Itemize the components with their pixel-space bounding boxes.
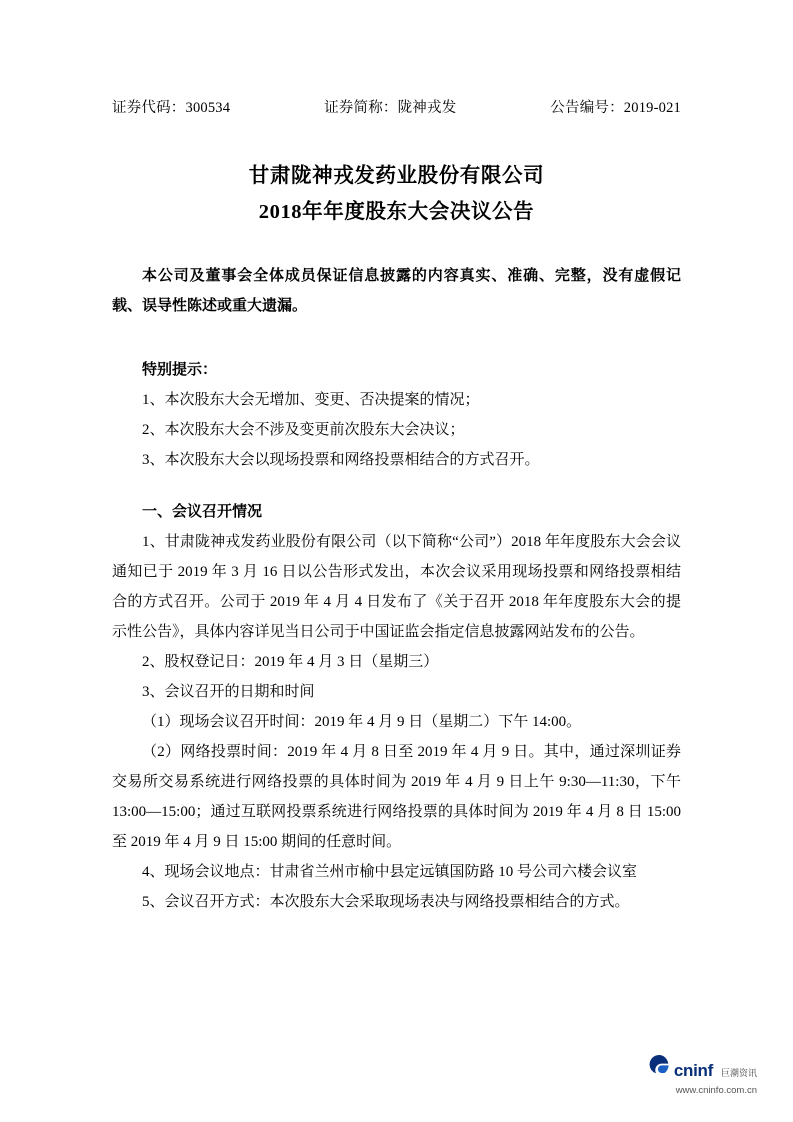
footer-text-block [648,1054,757,1096]
footer-brand-name: cninf [673,1061,713,1081]
security-code: 证券代码：300534 [112,100,231,116]
special-notice-item-1: 1、本次股东大会无增加、变更、否决提案的情况； [142,391,480,408]
disclosure-statement-text: 本公司及董事会全体成员保证信息披露的内容真实、准确、完整，没有虚假记载、误导性陈述或重大遗漏。 [112,267,681,314]
section-one-paragraph-7: 5、会议召开方式：本次股东大会采取现场表决与网络投票相结合的方式。 [142,893,630,910]
section-one-paragraph-3: 3、会议召开的日期和时间 [142,683,315,700]
cninfo-logo-icon [648,1054,670,1076]
spacer-2 [112,475,681,497]
footer-brand-row [648,1054,757,1081]
section-one-paragraph-5: （2）网络投票时间：2019 年 4 月 8 日至 2019 年 4 月 9 日。其中，通过深圳证券交易所交易系统进行网络投票的具体时间为 2019 年 4 月 9 日上午 9:30—11:30，下午 13:00—15:00；通过互联网投票系统进行网络投票的具体时间为 2019 年 4 月 8 日 15:00 至 2019 年 4 月 9 日 15:00 期间的任意时间。 [112,743,681,850]
footer-watermark [648,1054,757,1096]
special-notice-item-2: 2、本次股东大会不涉及变更前次股东大会决议； [142,421,465,438]
security-name: 证券简称：陇神戎发 [324,100,457,116]
special-notice-item-3: 3、本次股东大会以现场投票和网络投票相结合的方式召开。 [142,451,540,468]
footer-brand-cn: 巨潮资讯 [720,1068,757,1079]
special-notice-heading: 特别提示： [142,361,218,378]
section-one-paragraph-1: 1、甘肃陇神戎发药业股份有限公司（以下简称“公司”）2018 年年度股东大会会议通知已于 2019 年 3 月 16 日以公告形式发出，本次会议采用现场投票和网络投票相结合的方式召开。公司于 2019 年 4 月 4 日发布了《关于召开 2018 年年度股东大会的提示性公告》，具体内容详见当日公司于中国证监会指定信息披露网站发布的公告。 [112,533,681,640]
document-title [112,159,681,231]
section-one-paragraph-6: 4、现场会议地点：甘肃省兰州市榆中县定远镇国防路 10 号公司六楼会议室 [142,863,638,880]
notice-number: 公告编号：2019-021 [550,100,681,116]
disclosure-statement [112,261,681,321]
section-one-heading: 一、会议召开情况 [142,503,263,520]
section-one-paragraph-4: （1）现场会议召开时间：2019 年 4 月 9 日（星期二）下午 14:00。 [142,713,582,730]
page-title-line-2: 2018年年度股东大会决议公告 [258,200,535,223]
section-one-paragraph-2: 2、股权登记日：2019 年 4 月 3 日（星期三） [142,653,439,670]
page-title-line-1: 甘肃陇神戎发药业股份有限公司 [248,165,545,187]
document-header [112,96,681,117]
spacer-1 [112,321,681,355]
footer-url: www.cninfo.com.cn [675,1084,757,1096]
